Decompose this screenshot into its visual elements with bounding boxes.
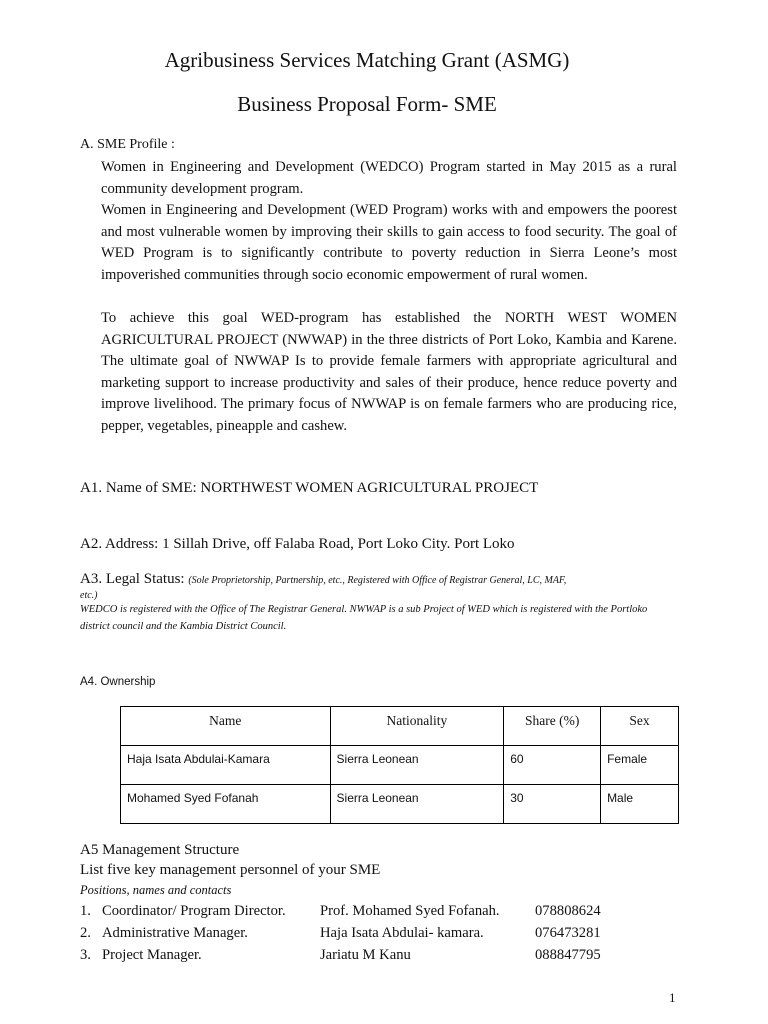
item-person: Jariatu M Kanu xyxy=(320,947,411,963)
table-row xyxy=(121,746,679,785)
management-heading: A5 Management Structure xyxy=(80,842,240,858)
list-item xyxy=(80,925,680,945)
owner-sex: Female xyxy=(601,746,679,785)
page-number: 1 xyxy=(669,990,676,1005)
document-title: Agribusiness Services Matching Grant (ASMG) xyxy=(164,48,570,72)
profile-paragraph-1: Women in Engineering and Development (WEDCO) Program started in May 2015 as a rural community development program. xyxy=(101,159,677,197)
owner-nationality: Sierra Leonean xyxy=(330,785,504,824)
legal-status-note-cont: etc.) xyxy=(80,590,98,601)
section-a-label: A. SME Profile : xyxy=(80,137,175,152)
owner-name: Haja Isata Abdulai-Kamara xyxy=(121,746,331,785)
item-person: Haja Isata Abdulai- kamara. xyxy=(320,925,484,941)
sme-name-heading: A1. Name of SME: NORTHWEST WOMEN AGRICULTURAL PROJECT xyxy=(80,480,539,496)
owner-nationality: Sierra Leonean xyxy=(330,746,504,785)
item-number: 1. xyxy=(80,903,91,919)
item-role: Administrative Manager. xyxy=(102,925,248,941)
ownership-header-row xyxy=(121,707,679,746)
profile-paragraph-2: Women in Engineering and Development (WED Program) works with and empowers the poorest and most vulnerable women by improving their skills to gain access to food security. The goal of WED Program is to significantly contribute to poverty reduction in Sierra Leone’s most impoverished communities through socio economic empowerment of rural women. xyxy=(101,202,677,283)
item-role: Project Manager. xyxy=(102,947,202,963)
item-contact: 078808624 xyxy=(535,903,601,919)
col-header-sex: Sex xyxy=(601,707,679,746)
item-person: Prof. Mohamed Syed Fofanah. xyxy=(320,903,500,919)
legal-status-label: A3. Legal Status: xyxy=(80,571,185,587)
item-number: 2. xyxy=(80,925,91,941)
owner-name: Mohamed Syed Fofanah xyxy=(121,785,331,824)
management-prompt: List five key management personnel of your SME xyxy=(80,862,381,878)
col-header-name: Name xyxy=(121,707,331,746)
item-role: Coordinator/ Program Director. xyxy=(102,903,286,919)
legal-status-detail: WEDCO is registered with the Office of The Registrar General. NWWAP is a sub Project of WED which is registered with the Portloko district council and the Kambia District Council. xyxy=(80,604,648,632)
item-number: 3. xyxy=(80,947,91,963)
document-subtitle: Business Proposal Form- SME xyxy=(237,92,497,116)
sme-address-heading: A2. Address: 1 Sillah Drive, off Falaba Road, Port Loko City. Port Loko xyxy=(80,536,515,552)
item-contact: 088847795 xyxy=(535,947,601,963)
list-item xyxy=(80,903,680,923)
col-header-nationality: Nationality xyxy=(330,707,504,746)
list-item xyxy=(80,947,680,967)
table-row xyxy=(121,785,679,824)
profile-paragraph-3: To achieve this goal WED-program has established the NORTH WEST WOMEN AGRICULTURAL PROJECT (NWWAP) in the three districts of Port Loko, Kambia and Karene. The ultimate goal of NWWAP Is to provide female farmers with appropriate agricultural and marketing support to increase productivity and sales of their produce, hence reduce poverty and improve livelihood. The primary focus of NWWAP is on female farmers who are producing rice, pepper, vegetables, pineapple and cashew. xyxy=(101,310,677,434)
legal-status-heading xyxy=(80,571,567,601)
item-contact: 076473281 xyxy=(535,925,601,941)
col-header-share: Share (%) xyxy=(504,707,601,746)
owner-share: 30 xyxy=(504,785,601,824)
owner-sex: Male xyxy=(601,785,679,824)
owner-share: 60 xyxy=(504,746,601,785)
ownership-table xyxy=(120,706,679,824)
ownership-heading: A4. Ownership xyxy=(80,676,156,688)
legal-status-note: (Sole Proprietorship, Partnership, etc., Registered with Office of Registrar General, LC, MAF, xyxy=(188,575,567,586)
management-hint: Positions, names and contacts xyxy=(80,883,232,897)
